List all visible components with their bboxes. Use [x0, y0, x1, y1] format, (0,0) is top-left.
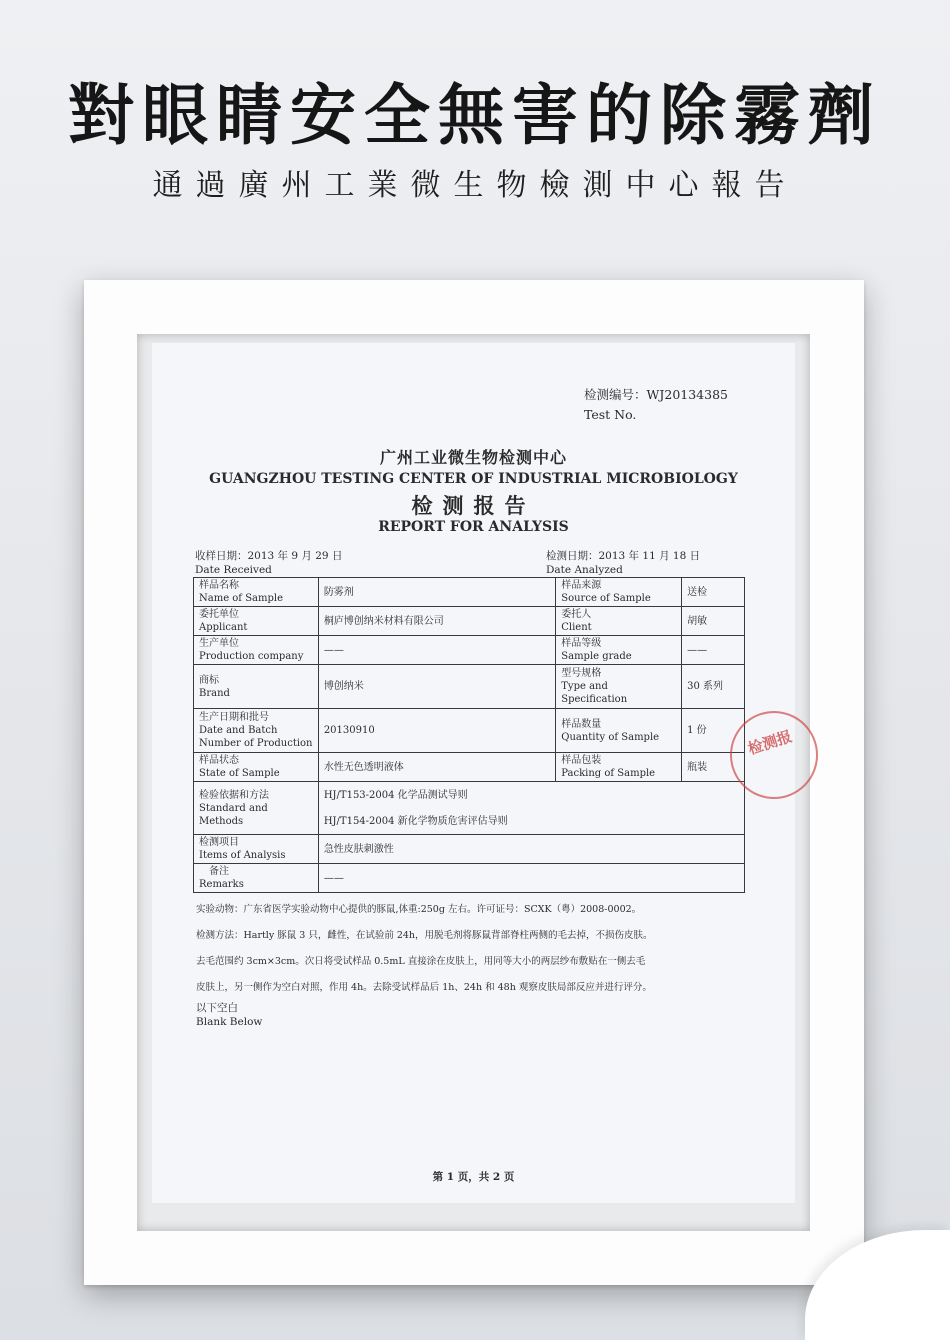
date-received: 收样日期：2013 年 9 月 29 日 Date Received: [195, 550, 343, 576]
table-row: 委托单位 Applicant 桐庐博创纳米材料有限公司 委托人 Client 胡敏: [194, 607, 745, 636]
table-row: 检验依据和方法 Standard and Methods HJ/T153-2004 化学品测试导则 HJ/T154-2004 新化学物质危害评估导则: [194, 782, 745, 835]
experiment-paragraph: 去毛范围约 3cm×3cm。次日将受试样品 0.5mL 直接涂在皮肤上，用同等大小的两层纱布敷贴在一侧去毛: [196, 956, 646, 967]
table-row: 检测项目 Items of Analysis 急性皮肤刺激性: [194, 835, 745, 864]
org-name-en: GUANGZHOU TESTING CENTER OF INDUSTRIAL MICROBIOLOGY: [209, 471, 738, 487]
report-title-cn: 检测报告: [411, 493, 536, 518]
experiment-paragraph: 实验动物：广东省医学实验动物中心提供的豚鼠,体重:250g 左右。许可证号：SCXK（粤）2008-0002。: [196, 904, 642, 915]
table-row: 备注 Remarks ——: [194, 864, 745, 893]
test-number: 检测编号：WJ20134385 Test No.: [584, 387, 728, 422]
sample-info-table: [193, 577, 745, 893]
blank-below: 以下空白 Blank Below: [196, 1002, 263, 1028]
table-row: 样品状态 State of Sample 水性无色透明液体 样品包装 Packing of Sample 瓶装: [194, 753, 745, 782]
page-subtitle: 通過廣州工業微生物檢測中心報告: [152, 168, 798, 203]
table-row: 生产单位 Production company —— 样品等级 Sample grade ——: [194, 636, 745, 665]
table-row: 商标 Brand 博创纳米 型号规格 Type and Specification 30 系列: [194, 665, 745, 709]
date-analyzed: 检测日期：2013 年 11 月 18 日 Date Analyzed: [546, 550, 701, 576]
experiment-paragraph: 检测方法：Hartly 豚鼠 3 只，雌性，在试验前 24h，用脱毛剂将豚鼠背部脊柱两侧的毛去掉，不损伤皮肤。: [196, 930, 653, 941]
official-stamp: 检测报: [719, 700, 830, 811]
report-title-en: REPORT FOR ANALYSIS: [378, 519, 569, 535]
test-report-document: [152, 343, 795, 1203]
table-row: 样品名称 Name of Sample 防雾剂 样品来源 Source of Sample 送检: [194, 578, 745, 607]
experiment-paragraph: 皮肤上，另一侧作为空白对照，作用 4h。去除受试样品后 1h、24h 和 48h 观察皮肤局部反应并进行评分。: [196, 982, 652, 993]
table-row: 生产日期和批号 Date and Batch Number of Production 20130910 样品数量 Quantity of Sample 1 份: [194, 709, 745, 753]
org-name-cn: 广州工业微生物检测中心: [379, 448, 567, 467]
page-title: 對眼睛安全無害的除霧劑: [68, 77, 882, 154]
page-footer: 第 1 页，共 2 页: [432, 1171, 515, 1183]
